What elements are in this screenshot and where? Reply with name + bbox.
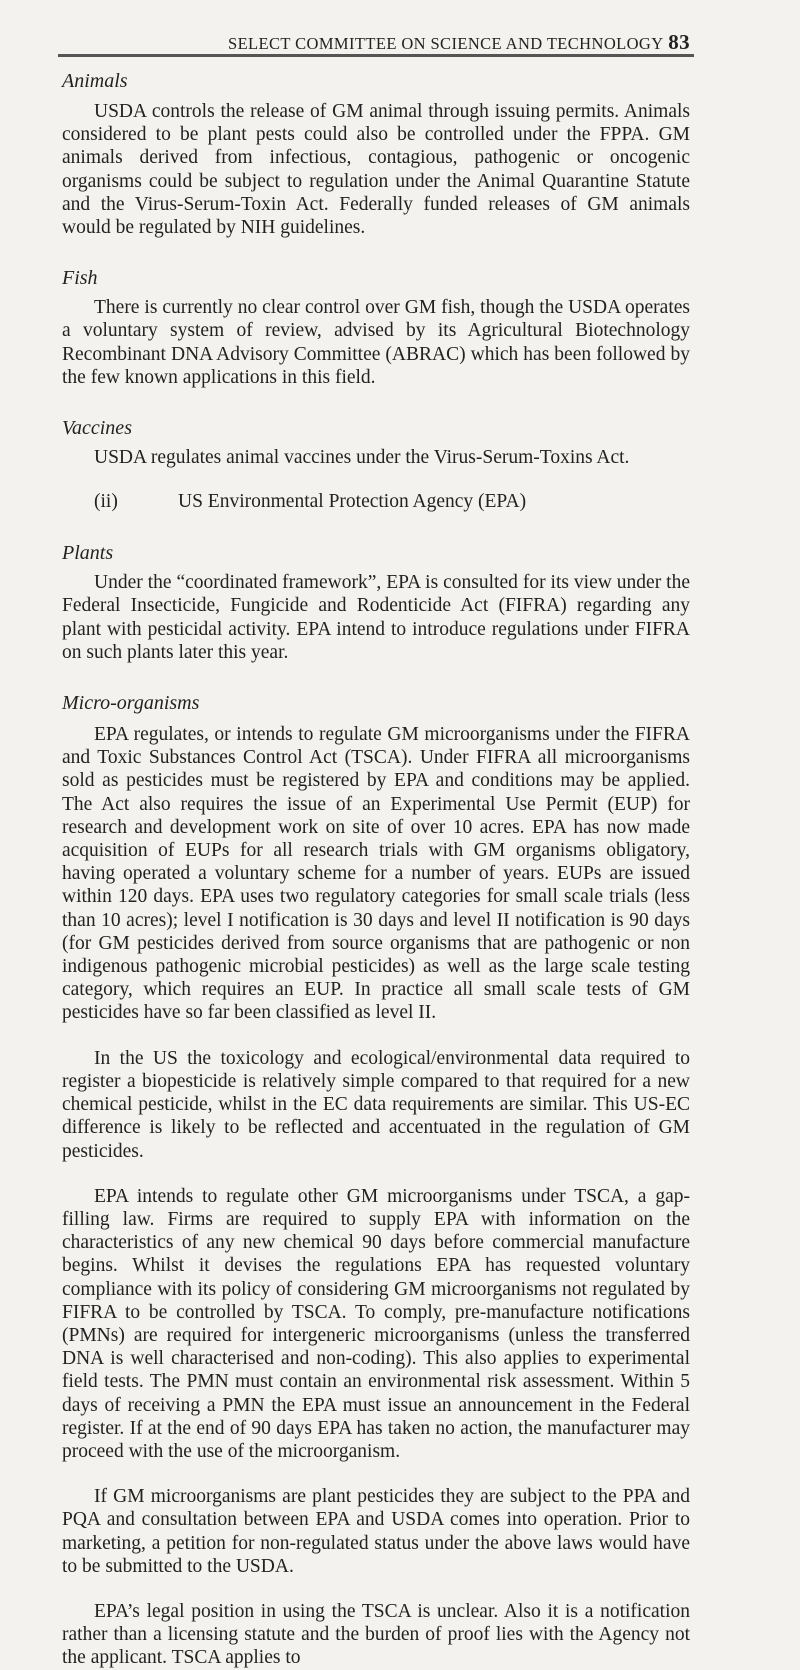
heading-fish: Fish [62,267,98,290]
section-title: US Environmental Protection Agency (EPA) [178,491,527,513]
paragraph-plants: Under the “coordinated framework”, EPA is consulted for its view under the Federal Insecticide, Fungicide and Rodenticide Act (FIFRA) regarding any plant with pesticidal activity. EPA intend to introduce regulations under FIFRA on such plants later this year. [62,572,690,663]
paragraph-micro-1: EPA regulates, or intends to regulate GM microorganisms under the FIFRA and Toxic Substances Control Act (TSCA). Under FIFRA all microorganisms sold as pesticides must be registered by EPA and conditions may be applied. The Act also requires the issue of an Experimental Use Permit (EUP) for research and development work on site of over 10 acres. EPA has now made acquisition of EUPs for all research trials with GM organisms obligatory, having operated a voluntary scheme for a number of years. EUPs are issued within 120 days. EPA uses two regulatory categories for small scale trials (less than 10 acres); level I notification is 30 days and level II notification is 90 days (for GM pesticides derived from source organisms that are pathogenic or non indigenous pathogenic microbial pesticides) as well as the large scale testing category, which requires an EUP. In practice all small scale tests of GM pesticides have so far been classified as level II. [62,724,690,1024]
heading-plants: Plants [62,542,114,565]
paragraph-micro-2: In the US the toxicology and ecological/environmental data required to register a biopesticide is relatively simple compared to that required for a new chemical pesticide, whilst in the EC data requirements are similar. This US-EC difference is likely to be reflected and accentuated in the regulation of GM pesticides. [62,1047,690,1162]
running-header [200,30,690,54]
paragraph-micro-3: EPA intends to regulate other GM microorganisms under TSCA, a gap-filling law. Firms are required to supply EPA with information on the characteristics of any new chemical 90 days before commercial manufacture begins. Whilst it devises the regulations EPA has requested voluntary compliance with its policy of considering GM microorganisms not regulated by FIFRA to be controlled by TSCA. To comply, pre-manufacture notifications (PMNs) are required for intergeneric microorganisms (unless the transferred DNA is well characterised and non-coding). This also applies to experimental field tests. The PMN must contain an environmental risk assessment. Within 5 days of receiving a PMN the EPA must issue an announcement in the Federal register. If at the end of 90 days EPA has taken no action, the manufacturer may proceed with the use of the microorganism. [62,1185,690,1462]
page-number: 83 [668,30,690,54]
paragraph-fish: There is currently no clear control over GM fish, though the USDA operates a voluntary system of review, advised by its Agricultural Biotechnology Recombinant DNA Advisory Committee (ABRAC) which has been followed by the few known applications in this field. [62,297,690,388]
heading-animals: Animals [62,70,128,92]
paragraph-micro-5: EPA’s legal position in using the TSCA is unclear. Also it is a notification rather than a licensing statute and the burden of proof lies with the Agency not the applicant. TSCA applies to [62,1600,690,1669]
section-heading-epa [62,490,690,514]
header-rule [58,54,694,57]
running-header-title: SELECT COMMITTEE ON SCIENCE AND TECHNOLOGY [228,34,664,53]
heading-micro-organisms: Micro-organisms [62,692,200,715]
body-text [62,68,690,1670]
paragraph-vaccines: USDA regulates animal vaccines under the Virus-Serum-Toxins Act. [94,447,630,469]
section-number: (ii) [94,491,118,513]
paragraph-micro-4: If GM microorganisms are plant pesticides they are subject to the PPA and PQA and consultation between EPA and USDA comes into operation. Prior to marketing, a petition for non-regulated status under the above laws would have to be submitted to the USDA. [62,1486,690,1577]
paragraph-animals: USDA controls the release of GM animal through issuing permits. Animals considered to be plant pests could also be controlled under the FPPA. GM animals derived from infectious, contagious, pathogenic or oncogenic organisms could be subject to regulation under the Animal Quarantine Statute and the Virus-Serum-Toxin Act. Federally funded releases of GM animals would be regulated by NIH guidelines. [62,101,690,239]
heading-vaccines: Vaccines [62,417,132,440]
